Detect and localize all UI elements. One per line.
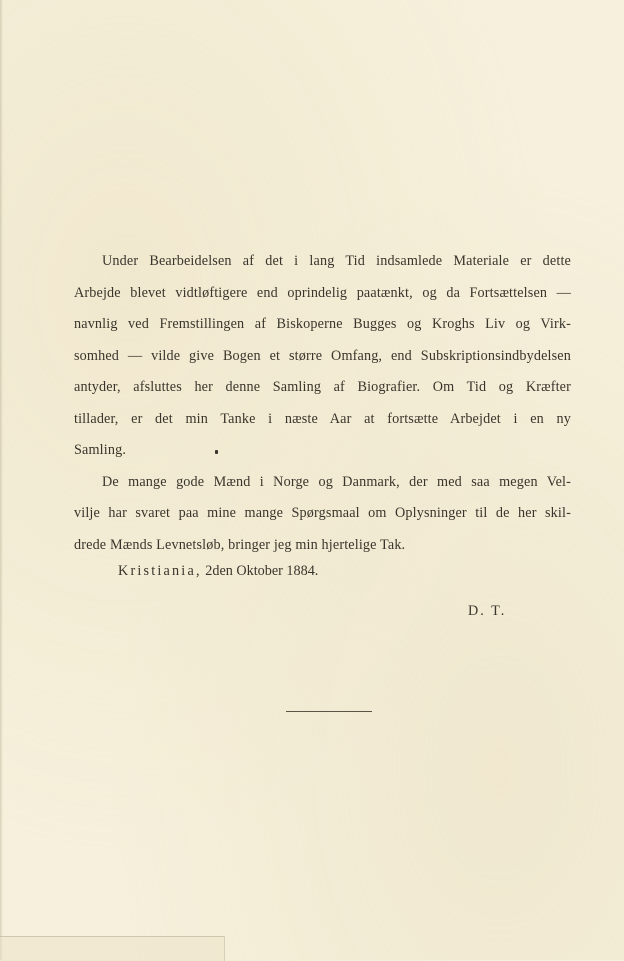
date: 2den Oktober 1884. bbox=[205, 563, 319, 579]
text-line: Arbejde blevet vidtløftigere end oprindelig paatænkt, og da Fortsættelsen — bbox=[74, 284, 571, 301]
text-line: antyder, afsluttes her denne Samling af Biografier. Om Tid og Kræfter bbox=[74, 379, 571, 395]
text-line: somhed — vilde give Bogen et større Omfang, end Subskriptionsindbydelsen bbox=[74, 347, 571, 364]
text-line: De mange gode Mænd i Norge og Danmark, der med saa megen Vel- bbox=[102, 473, 571, 490]
author-initials: D. T. bbox=[468, 603, 507, 619]
text-line: navnlig ved Fremstillingen af Biskoperne Bugges og Kroghs Liv og Virk- bbox=[74, 316, 571, 332]
place-name: Kristiania, bbox=[118, 563, 202, 579]
horizontal-rule bbox=[286, 711, 372, 712]
ink-speck bbox=[215, 450, 218, 454]
page-fold bbox=[0, 936, 225, 961]
text-line: drede Mænds Levnetsløb, bringer jeg min hjertelige Tak. bbox=[74, 536, 406, 553]
text-line: Samling. bbox=[74, 442, 127, 458]
text-line: Under Bearbeidelsen af det i lang Tid indsamlede Materiale er dette bbox=[102, 253, 571, 269]
preface-text bbox=[74, 246, 571, 561]
preface-paragraph-1 bbox=[74, 246, 571, 467]
dateline bbox=[118, 563, 318, 580]
page-edge-shadow bbox=[0, 0, 3, 960]
text-line: vilje har svaret paa mine mange Spørgsmaal om Oplysninger til de her skil- bbox=[74, 505, 571, 521]
text-line: tillader, er det min Tanke i næste Aar at fortsætte Arbejdet i en ny bbox=[74, 410, 571, 427]
preface-paragraph-2 bbox=[74, 467, 571, 562]
